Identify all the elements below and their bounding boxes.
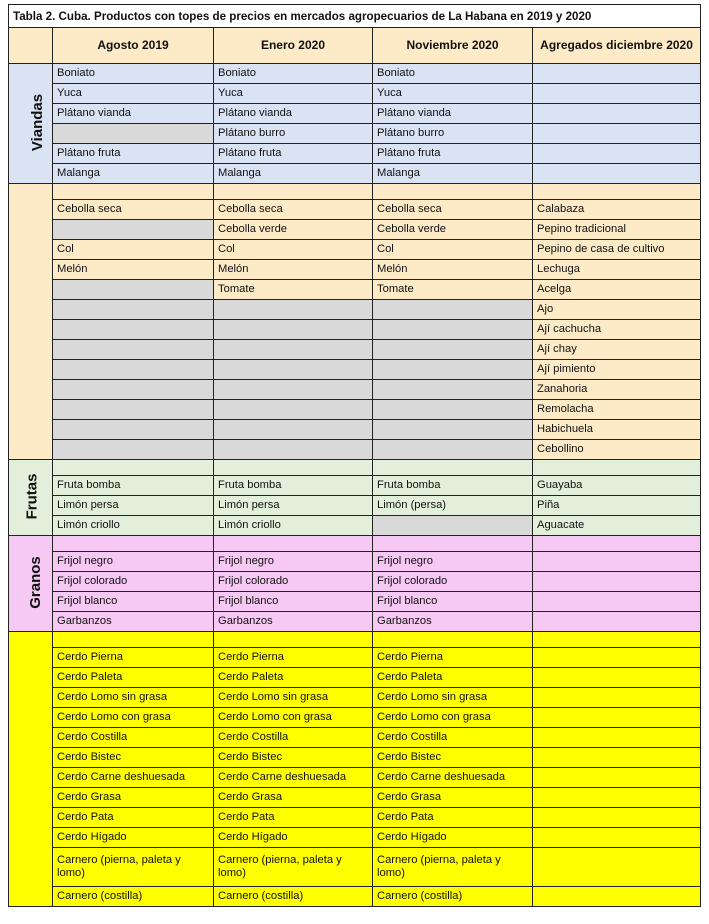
table-row bbox=[9, 220, 701, 240]
cell-agosto-2019: Frijol colorado bbox=[53, 572, 214, 592]
cell-agosto-2019: Cerdo Pata bbox=[53, 808, 214, 828]
cell-noviembre-2020: Carnero (costilla) bbox=[373, 887, 533, 907]
cell-agregados-diciembre-2020 bbox=[533, 104, 701, 124]
cell-enero-2020: Cerdo Hígado bbox=[214, 828, 373, 848]
cell-enero-2020 bbox=[214, 320, 373, 340]
cell-enero-2020: Cebolla verde bbox=[214, 220, 373, 240]
cell-noviembre-2020: Cerdo Bistec bbox=[373, 748, 533, 768]
cell-noviembre-2020 bbox=[373, 516, 533, 536]
table-row bbox=[9, 240, 701, 260]
cell-enero-2020 bbox=[214, 420, 373, 440]
header-corner bbox=[9, 28, 53, 64]
cell-noviembre-2020: Frijol negro bbox=[373, 552, 533, 572]
group-spacer-row bbox=[9, 632, 701, 648]
cell-agregados-diciembre-2020: Calabaza bbox=[533, 200, 701, 220]
cell-agosto-2019: Cebolla seca bbox=[53, 200, 214, 220]
table-row bbox=[9, 320, 701, 340]
cell-enero-2020: Cebolla seca bbox=[214, 200, 373, 220]
cell-agregados-diciembre-2020: Ají cachucha bbox=[533, 320, 701, 340]
cell-agregados-diciembre-2020: Pepino tradicional bbox=[533, 220, 701, 240]
cell-noviembre-2020: Limón (persa) bbox=[373, 496, 533, 516]
cell-enero-2020: Carnero (costilla) bbox=[214, 887, 373, 907]
spacer-cell bbox=[533, 536, 701, 552]
cell-agregados-diciembre-2020 bbox=[533, 592, 701, 612]
table-row bbox=[9, 708, 701, 728]
group-spacer-row bbox=[9, 460, 701, 476]
cell-agregados-diciembre-2020 bbox=[533, 748, 701, 768]
cell-agosto-2019: Col bbox=[53, 240, 214, 260]
table-row bbox=[9, 476, 701, 496]
cell-enero-2020 bbox=[214, 360, 373, 380]
table-caption: Tabla 2. Cuba. Productos con topes de precios en mercados agropecuarios de La Habana en 2019 y 2020 bbox=[9, 5, 701, 28]
cell-agosto-2019: Cerdo Carne deshuesada bbox=[53, 768, 214, 788]
spacer-cell bbox=[214, 632, 373, 648]
group-spacer-row bbox=[9, 536, 701, 552]
cell-enero-2020: Cerdo Pata bbox=[214, 808, 373, 828]
cell-agregados-diciembre-2020: Ají chay bbox=[533, 340, 701, 360]
cell-agosto-2019 bbox=[53, 280, 214, 300]
cell-enero-2020: Malanga bbox=[214, 164, 373, 184]
cell-enero-2020: Carnero (pierna, paleta y lomo) bbox=[214, 848, 373, 887]
cell-agosto-2019: Plátano vianda bbox=[53, 104, 214, 124]
cell-noviembre-2020: Cerdo Pierna bbox=[373, 648, 533, 668]
cell-enero-2020: Fruta bomba bbox=[214, 476, 373, 496]
cell-enero-2020: Boniato bbox=[214, 64, 373, 84]
cell-noviembre-2020: Cerdo Grasa bbox=[373, 788, 533, 808]
spacer-cell bbox=[373, 632, 533, 648]
cell-agosto-2019: Frijol negro bbox=[53, 552, 214, 572]
cell-agregados-diciembre-2020 bbox=[533, 808, 701, 828]
table-row bbox=[9, 552, 701, 572]
category-name: Granos bbox=[26, 556, 44, 609]
table-row bbox=[9, 728, 701, 748]
cell-agosto-2019: Plátano fruta bbox=[53, 144, 214, 164]
table-row bbox=[9, 144, 701, 164]
cell-enero-2020: Cerdo Pierna bbox=[214, 648, 373, 668]
table-row bbox=[9, 380, 701, 400]
cell-agregados-diciembre-2020 bbox=[533, 124, 701, 144]
spacer-cell bbox=[533, 632, 701, 648]
cell-noviembre-2020: Fruta bomba bbox=[373, 476, 533, 496]
table-row bbox=[9, 420, 701, 440]
cell-agregados-diciembre-2020 bbox=[533, 828, 701, 848]
cell-noviembre-2020: Boniato bbox=[373, 64, 533, 84]
cell-agregados-diciembre-2020 bbox=[533, 768, 701, 788]
cell-enero-2020: Melón bbox=[214, 260, 373, 280]
cell-noviembre-2020: Cerdo Lomo con grasa bbox=[373, 708, 533, 728]
cell-agregados-diciembre-2020 bbox=[533, 648, 701, 668]
cell-agosto-2019 bbox=[53, 340, 214, 360]
header-enero-2020: Enero 2020 bbox=[214, 28, 373, 64]
cell-noviembre-2020: Cebolla seca bbox=[373, 200, 533, 220]
category-label-frutas bbox=[9, 460, 53, 536]
cell-noviembre-2020: Cebolla verde bbox=[373, 220, 533, 240]
table-row bbox=[9, 280, 701, 300]
table-row bbox=[9, 828, 701, 848]
category-label-viandas bbox=[9, 64, 53, 184]
cell-enero-2020: Tomate bbox=[214, 280, 373, 300]
spacer-cell bbox=[214, 536, 373, 552]
cell-agosto-2019: Melón bbox=[53, 260, 214, 280]
spacer-cell bbox=[373, 536, 533, 552]
spacer-cell bbox=[533, 460, 701, 476]
spacer-cell bbox=[214, 184, 373, 200]
cell-enero-2020: Limón criollo bbox=[214, 516, 373, 536]
header-agregados-diciembre-2020: Agregados diciembre 2020 bbox=[533, 28, 701, 64]
cell-noviembre-2020: Cerdo Hígado bbox=[373, 828, 533, 848]
cell-enero-2020: Garbanzos bbox=[214, 612, 373, 632]
table-row bbox=[9, 648, 701, 668]
table-row bbox=[9, 260, 701, 280]
cell-agregados-diciembre-2020: Acelga bbox=[533, 280, 701, 300]
cell-noviembre-2020 bbox=[373, 300, 533, 320]
cell-noviembre-2020 bbox=[373, 340, 533, 360]
category-label-hortalizas-y-vegetales bbox=[9, 184, 53, 460]
spacer-cell bbox=[53, 536, 214, 552]
table-row bbox=[9, 516, 701, 536]
cell-noviembre-2020: Frijol colorado bbox=[373, 572, 533, 592]
cell-agregados-diciembre-2020 bbox=[533, 84, 701, 104]
table-row bbox=[9, 612, 701, 632]
category-label-carnes-y-grasa-animal bbox=[9, 632, 53, 907]
cell-agosto-2019: Cerdo Pierna bbox=[53, 648, 214, 668]
cell-noviembre-2020: Cerdo Carne deshuesada bbox=[373, 768, 533, 788]
cell-agosto-2019 bbox=[53, 440, 214, 460]
cell-noviembre-2020: Cerdo Lomo sin grasa bbox=[373, 688, 533, 708]
cell-agregados-diciembre-2020: Zanahoria bbox=[533, 380, 701, 400]
cell-enero-2020: Cerdo Grasa bbox=[214, 788, 373, 808]
cell-agosto-2019 bbox=[53, 220, 214, 240]
cell-agosto-2019 bbox=[53, 124, 214, 144]
cell-enero-2020 bbox=[214, 380, 373, 400]
table-row bbox=[9, 340, 701, 360]
cell-agosto-2019: Cerdo Lomo sin grasa bbox=[53, 688, 214, 708]
cell-agregados-diciembre-2020 bbox=[533, 887, 701, 907]
cell-agregados-diciembre-2020: Ají pimiento bbox=[533, 360, 701, 380]
table-row bbox=[9, 592, 701, 612]
cell-noviembre-2020 bbox=[373, 400, 533, 420]
table-row bbox=[9, 360, 701, 380]
table-row bbox=[9, 200, 701, 220]
cell-agosto-2019: Cerdo Hígado bbox=[53, 828, 214, 848]
cell-agosto-2019 bbox=[53, 400, 214, 420]
cell-agosto-2019: Boniato bbox=[53, 64, 214, 84]
cell-agosto-2019: Frijol blanco bbox=[53, 592, 214, 612]
spacer-cell bbox=[53, 184, 214, 200]
cell-noviembre-2020 bbox=[373, 360, 533, 380]
cell-enero-2020: Cerdo Lomo sin grasa bbox=[214, 688, 373, 708]
cell-agregados-diciembre-2020 bbox=[533, 572, 701, 592]
cell-noviembre-2020 bbox=[373, 420, 533, 440]
cell-enero-2020 bbox=[214, 340, 373, 360]
cell-noviembre-2020: Cerdo Costilla bbox=[373, 728, 533, 748]
cell-agosto-2019: Fruta bomba bbox=[53, 476, 214, 496]
cell-agosto-2019 bbox=[53, 320, 214, 340]
cell-enero-2020 bbox=[214, 300, 373, 320]
cell-agregados-diciembre-2020 bbox=[533, 708, 701, 728]
cell-enero-2020 bbox=[214, 440, 373, 460]
cell-agregados-diciembre-2020 bbox=[533, 552, 701, 572]
cell-noviembre-2020: Malanga bbox=[373, 164, 533, 184]
table-row bbox=[9, 84, 701, 104]
table-row bbox=[9, 400, 701, 420]
cell-agregados-diciembre-2020: Cebollino bbox=[533, 440, 701, 460]
cell-agosto-2019 bbox=[53, 300, 214, 320]
table-row bbox=[9, 848, 701, 887]
cell-noviembre-2020: Carnero (pierna, paleta y lomo) bbox=[373, 848, 533, 887]
cell-agosto-2019 bbox=[53, 420, 214, 440]
table-row bbox=[9, 572, 701, 592]
cell-enero-2020: Plátano burro bbox=[214, 124, 373, 144]
cell-agregados-diciembre-2020: Lechuga bbox=[533, 260, 701, 280]
spacer-cell bbox=[533, 184, 701, 200]
cell-agregados-diciembre-2020 bbox=[533, 64, 701, 84]
table-row bbox=[9, 124, 701, 144]
cell-agosto-2019: Malanga bbox=[53, 164, 214, 184]
cell-noviembre-2020: Yuca bbox=[373, 84, 533, 104]
cell-agregados-diciembre-2020 bbox=[533, 144, 701, 164]
cell-agregados-diciembre-2020: Aguacate bbox=[533, 516, 701, 536]
cell-agosto-2019: Cerdo Bistec bbox=[53, 748, 214, 768]
table-row bbox=[9, 768, 701, 788]
spacer-cell bbox=[53, 632, 214, 648]
spacer-cell bbox=[53, 460, 214, 476]
header-agosto-2019: Agosto 2019 bbox=[53, 28, 214, 64]
cell-enero-2020: Plátano fruta bbox=[214, 144, 373, 164]
cell-enero-2020: Yuca bbox=[214, 84, 373, 104]
spacer-cell bbox=[373, 460, 533, 476]
cell-noviembre-2020: Cerdo Pata bbox=[373, 808, 533, 828]
cell-agregados-diciembre-2020 bbox=[533, 848, 701, 887]
spacer-cell bbox=[373, 184, 533, 200]
cell-noviembre-2020: Plátano fruta bbox=[373, 144, 533, 164]
table-row bbox=[9, 808, 701, 828]
cell-enero-2020: Col bbox=[214, 240, 373, 260]
header-noviembre-2020: Noviembre 2020 bbox=[373, 28, 533, 64]
table-row bbox=[9, 164, 701, 184]
cell-noviembre-2020: Cerdo Paleta bbox=[373, 668, 533, 688]
cell-agosto-2019 bbox=[53, 360, 214, 380]
header-row bbox=[9, 28, 701, 64]
cell-agosto-2019: Carnero (costilla) bbox=[53, 887, 214, 907]
group-spacer-row bbox=[9, 184, 701, 200]
cell-agregados-diciembre-2020 bbox=[533, 728, 701, 748]
cell-noviembre-2020: Plátano vianda bbox=[373, 104, 533, 124]
table-row bbox=[9, 104, 701, 124]
table-row bbox=[9, 788, 701, 808]
table-row bbox=[9, 496, 701, 516]
cell-enero-2020 bbox=[214, 400, 373, 420]
cell-agosto-2019 bbox=[53, 380, 214, 400]
cell-noviembre-2020: Frijol blanco bbox=[373, 592, 533, 612]
category-label-granos bbox=[9, 536, 53, 632]
table-row bbox=[9, 748, 701, 768]
table-row bbox=[9, 887, 701, 907]
cell-enero-2020: Cerdo Bistec bbox=[214, 748, 373, 768]
table-row bbox=[9, 300, 701, 320]
category-name: Viandas bbox=[29, 93, 47, 152]
cell-agosto-2019: Yuca bbox=[53, 84, 214, 104]
cell-noviembre-2020: Garbanzos bbox=[373, 612, 533, 632]
cell-agregados-diciembre-2020 bbox=[533, 612, 701, 632]
cell-agosto-2019: Cerdo Paleta bbox=[53, 668, 214, 688]
spacer-cell bbox=[214, 460, 373, 476]
cell-agregados-diciembre-2020: Habichuela bbox=[533, 420, 701, 440]
cell-noviembre-2020: Tomate bbox=[373, 280, 533, 300]
category-name: Frutas bbox=[23, 473, 41, 520]
cell-noviembre-2020: Col bbox=[373, 240, 533, 260]
table-body bbox=[9, 64, 701, 907]
cell-enero-2020: Cerdo Costilla bbox=[214, 728, 373, 748]
cell-enero-2020: Frijol colorado bbox=[214, 572, 373, 592]
cell-agosto-2019: Cerdo Grasa bbox=[53, 788, 214, 808]
cell-noviembre-2020 bbox=[373, 440, 533, 460]
cell-noviembre-2020 bbox=[373, 380, 533, 400]
cell-agregados-diciembre-2020 bbox=[533, 788, 701, 808]
cell-enero-2020: Limón persa bbox=[214, 496, 373, 516]
cell-enero-2020: Cerdo Lomo con grasa bbox=[214, 708, 373, 728]
cell-agosto-2019: Limón persa bbox=[53, 496, 214, 516]
price-cap-table bbox=[8, 4, 701, 907]
cell-agregados-diciembre-2020: Remolacha bbox=[533, 400, 701, 420]
cell-agregados-diciembre-2020: Piña bbox=[533, 496, 701, 516]
cell-agregados-diciembre-2020: Pepino de casa de cultivo bbox=[533, 240, 701, 260]
cell-noviembre-2020: Melón bbox=[373, 260, 533, 280]
cell-enero-2020: Frijol blanco bbox=[214, 592, 373, 612]
cell-noviembre-2020: Plátano burro bbox=[373, 124, 533, 144]
cell-agregados-diciembre-2020: Ajo bbox=[533, 300, 701, 320]
cell-agosto-2019: Cerdo Lomo con grasa bbox=[53, 708, 214, 728]
cell-agregados-diciembre-2020 bbox=[533, 688, 701, 708]
cell-agosto-2019: Limón criollo bbox=[53, 516, 214, 536]
cell-noviembre-2020 bbox=[373, 320, 533, 340]
cell-enero-2020: Cerdo Paleta bbox=[214, 668, 373, 688]
cell-enero-2020: Cerdo Carne deshuesada bbox=[214, 768, 373, 788]
cell-agregados-diciembre-2020: Guayaba bbox=[533, 476, 701, 496]
table-row bbox=[9, 440, 701, 460]
cell-agregados-diciembre-2020 bbox=[533, 668, 701, 688]
table-row bbox=[9, 64, 701, 84]
cell-agregados-diciembre-2020 bbox=[533, 164, 701, 184]
cell-agosto-2019: Garbanzos bbox=[53, 612, 214, 632]
cell-agosto-2019: Cerdo Costilla bbox=[53, 728, 214, 748]
cell-enero-2020: Plátano vianda bbox=[214, 104, 373, 124]
cell-enero-2020: Frijol negro bbox=[214, 552, 373, 572]
cell-agosto-2019: Carnero (pierna, paleta y lomo) bbox=[53, 848, 214, 887]
table-row bbox=[9, 688, 701, 708]
table-row bbox=[9, 668, 701, 688]
